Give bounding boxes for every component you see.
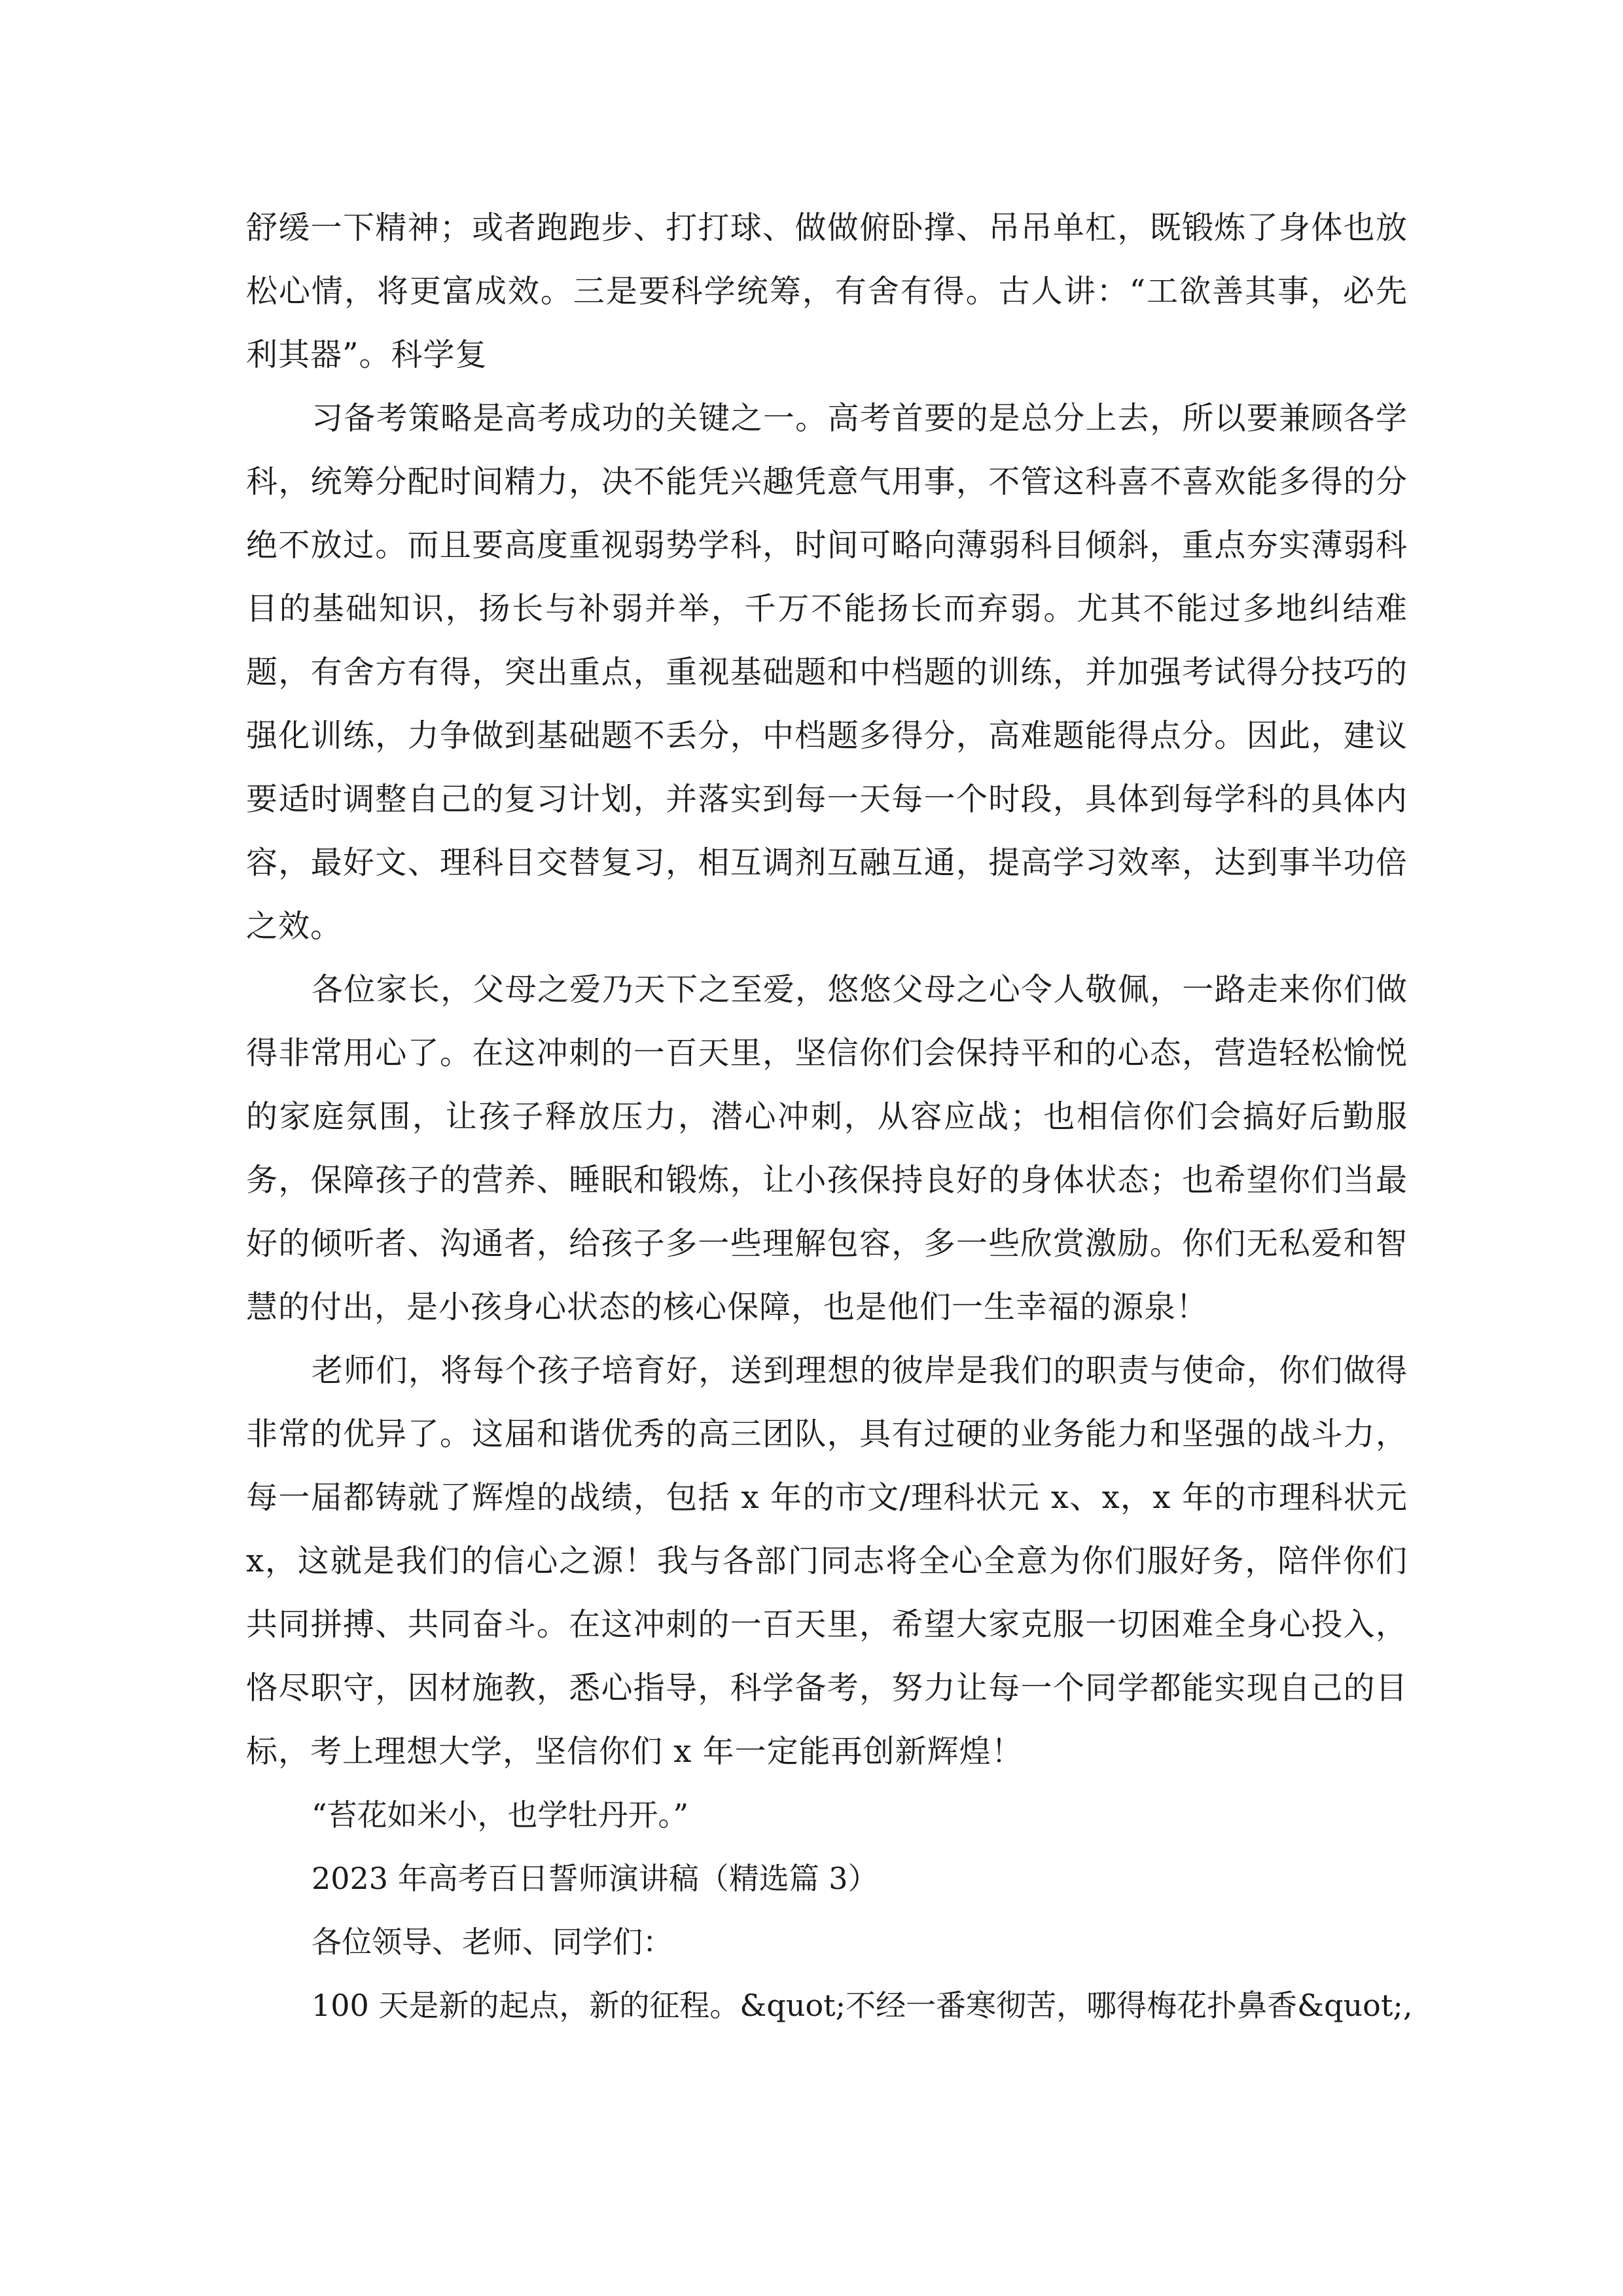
salutation-line: 各位领导、老师、同学们： (312, 1924, 673, 1960)
paragraph-teachers: 老师们，将每个孩子培育好，送到理想的彼岸是我们的职责与使命，你们做得非常的优异了。这届和谐优秀的高三团队，具有过硬的业务能力和坚强的战斗力，每一届都铸就了辉煌的战绩，包括 x 年的市文/理科状元 x、x，x 年的市理科状元 x，这就是我们的信心之源！我与各部门同志将全心全意为你们服好务，陪伴你们共同拼搏、共同奋斗。在这冲刺的一百天里，希望大家克服一切困难全身心投入，恪尽职守，因材施教，悉心指导，科学备考，努力让每一个同学都能实现自己的目标，考上理想大学，坚信你们 x 年一定能再创新辉煌！ (246, 1352, 1408, 1770)
quote-line: “苔花如米小，也学牡丹开。” (312, 1797, 689, 1833)
document-body (246, 196, 1413, 2037)
paragraph-study-strategy: 习备考策略是高考成功的关键之一。高考首要的是总分上去，所以要兼顾各学科，统筹分配时间精力，决不能凭兴趣凭意气用事，不管这科喜不喜欢能多得的分绝不放过。而且要高度重视弱势学科，时间可略向薄弱科目倾斜，重点夯实薄弱科目的基础知识，扬长与补弱并举，千万不能扬长而弃弱。尤其不能过多地纠结难题，有舍方有得，突出重点，重视基础题和中档题的训练，并加强考试得分技巧的强化训练，力争做到基础题不丢分，中档题多得分，高难题能得点分。因此，建议要适时调整自己的复习计划，并落实到每一天每一个时段，具体到每学科的具体内容，最好文、理科目交替复习，相互调剂互融互通，提高学习效率，达到事半功倍之效。 (246, 400, 1408, 944)
paragraph-continuation: 舒缓一下精神；或者跑跑步、打打球、做做俯卧撑、吊吊单杠，既锻炼了身体也放松心情，将更富成效。三是要科学统筹，有舍有得。古人讲：“工欲善其事，必先利其器”。科学复 (246, 209, 1408, 373)
section-title: 2023 年高考百日誓师演讲稿（精选篇 3） (312, 1861, 878, 1896)
paragraph-parents: 各位家长，父母之爱乃天下之至爱，悠悠父母之心令人敬佩，一路走来你们做得非常用心了。在这冲刺的一百天里，坚信你们会保持平和的心态，营造轻松愉悦的家庭氛围，让孩子释放压力，潜心冲刺，从容应战；也相信你们会搞好后勤服务，保障孩子的营养、睡眠和锻炼，让小孩保持良好的身体状态；也希望你们当最好的倾听者、沟通者，给孩子多一些理解包容，多一些欣赏激励。你们无私爱和智慧的付出，是小孩身心状态的核心保障，也是他们一生幸福的源泉！ (246, 971, 1408, 1325)
opening-line: 100 天是新的起点，新的征程。&quot;不经一番寒彻苦，哪得梅花扑鼻香&quot;, (312, 1988, 1413, 2023)
